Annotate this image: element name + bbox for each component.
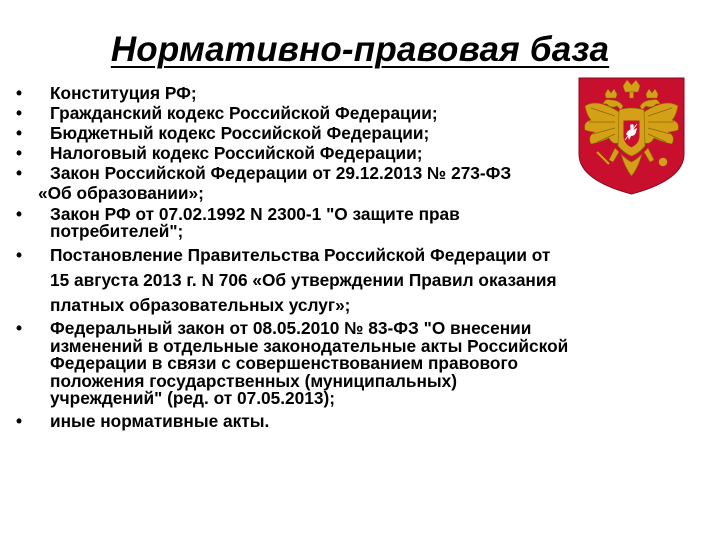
list-item-continuation: «Об образовании»; [38,183,204,203]
page-title: Нормативно-правовая база [110,30,610,69]
list-item: • иные нормативные акты. [16,410,270,431]
bullet-icon: • [16,163,23,183]
list-item: • Федеральный закон от 08.05.2010 № 83-ФЗ "О внесении изменений в отдельные законодательные акты Российской Федерации в связи с совершенствованием правового положения государственных (муниципальных) учреждений" (ред. от 07.05.2013); [16,318,569,408]
list-item: • Закон РФ от 07.02.1992 N 2300-1 "О защите прав потребителей"; [16,204,460,241]
bullet-icon: • [16,143,23,163]
list-item: • Бюджетный кодекс Российской Федерации; [16,123,430,143]
list-item: • Конституция РФ; [16,83,197,103]
bullet-icon: • [16,103,23,123]
bullet-icon: • [16,83,23,103]
list-item: • Закон Российской Федерации от 29.12.2013 № 273-ФЗ [16,163,512,183]
bullet-icon: • [16,410,23,431]
list-item: • Гражданский кодекс Российской Федерации; [16,103,438,123]
bullet-icon: • [16,204,23,224]
bullet-icon: • [16,318,23,338]
bullet-icon: • [16,123,23,143]
list-item: • Налоговый кодекс Российской Федерации; [16,143,423,163]
bullet-icon: • [16,245,23,265]
russian-coat-of-arms-icon [575,76,688,196]
list-item: • Постановление Правительства Российской Федерации от 15 августа 2013 г. N 706 «Об утверждении Правил оказания платных образовательных услуг»; [16,245,557,315]
